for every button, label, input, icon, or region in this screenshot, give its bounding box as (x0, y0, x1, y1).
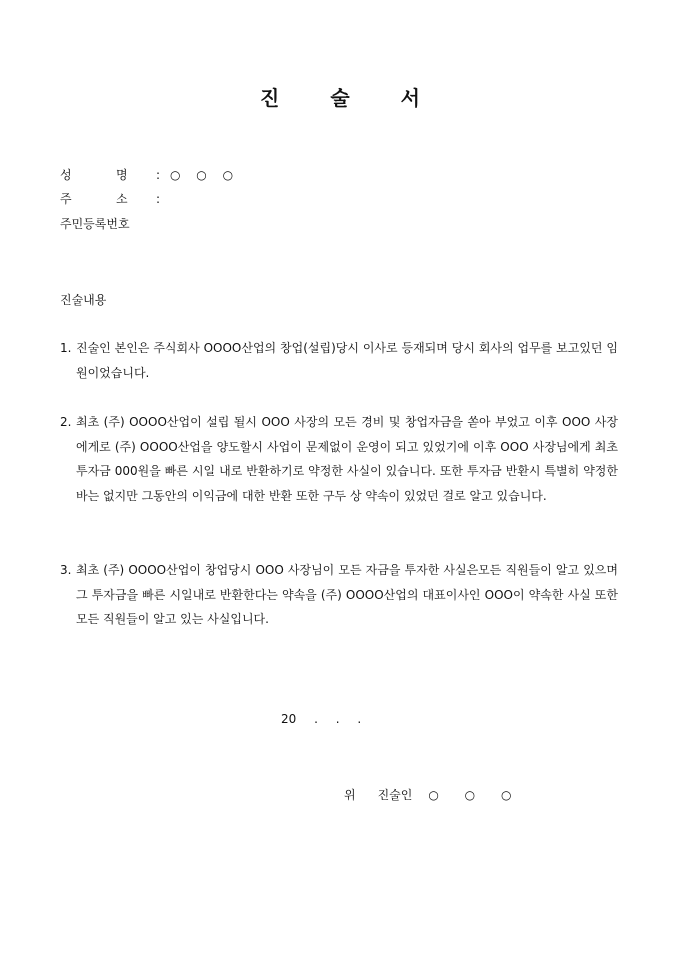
document-title (0, 82, 680, 111)
address-label-1: 주 (60, 192, 72, 206)
name-label-2: 명 (116, 168, 128, 182)
id-number-label: 주민등록번호 (60, 217, 130, 231)
title-char-2: 술 (330, 86, 350, 110)
name-value: ○ ○ ○ (170, 168, 234, 182)
paragraph-number: 3. (60, 563, 72, 577)
name-colon: : (156, 168, 161, 182)
signature-marks: ○ ○ ○ (428, 788, 512, 802)
paragraph-text: 최초 (주) OOOO산업이 설립 될시 OOO 사장의 모든 경비 및 창업자금을 쏟아 부었고 이후 OOO 사장에게로 (주) OOOO산업을 양도할시 사업이 문제없이 운영이 되고 있었기에 이후 OOO 사장님에게 최초 투자금 000원을 빠른 시일 내로 반환하기로 약정한 사실이 있습니다. 또한 투자금 반환시 특별히 약정한 바는 없지만 그동안의 이익금에 대한 반환 또한 구두 상 약속이 있었던 걸로 알고 있습니다. (76, 415, 618, 503)
title-char-1: 진 (260, 86, 280, 110)
statement-paragraph-2 (60, 410, 618, 508)
date-line: 20 . . . (281, 712, 362, 726)
name-field (60, 167, 233, 183)
paragraph-number: 2. (60, 415, 72, 429)
paragraph-number: 1. (60, 341, 72, 355)
paragraph-text: 최초 (주) OOOO산업이 창업당시 OOO 사장님이 모든 자금을 투자한 사실은모든 직원들이 알고 있으며 그 투자금을 빠른 시일내로 반환한다는 약속을 (주) OOOO산업의 대표이사인 OOO이 약속한 사실 또한 모든 직원들이 알고 있는 사실입니다. (76, 563, 618, 626)
id-number-field (60, 216, 130, 232)
signature-label: 진술인 (377, 788, 413, 802)
statement-paragraph-3 (60, 558, 618, 632)
address-label-2: 소 (116, 192, 128, 206)
statement-paragraph-1 (60, 336, 618, 385)
title-char-3: 서 (400, 86, 420, 110)
section-label: 진술내용 (60, 293, 107, 307)
paragraph-text: 진술인 본인은 주식회사 OOOO산업의 창업(설립)당시 이사로 등재되며 당시 회사의 업무를 보고있던 임원이었습니다. (76, 341, 618, 380)
signature-prefix: 위 (344, 788, 356, 802)
name-label-1: 성 (60, 168, 72, 182)
address-field (60, 191, 170, 207)
signature-line (344, 786, 511, 803)
address-colon: : (156, 192, 161, 206)
